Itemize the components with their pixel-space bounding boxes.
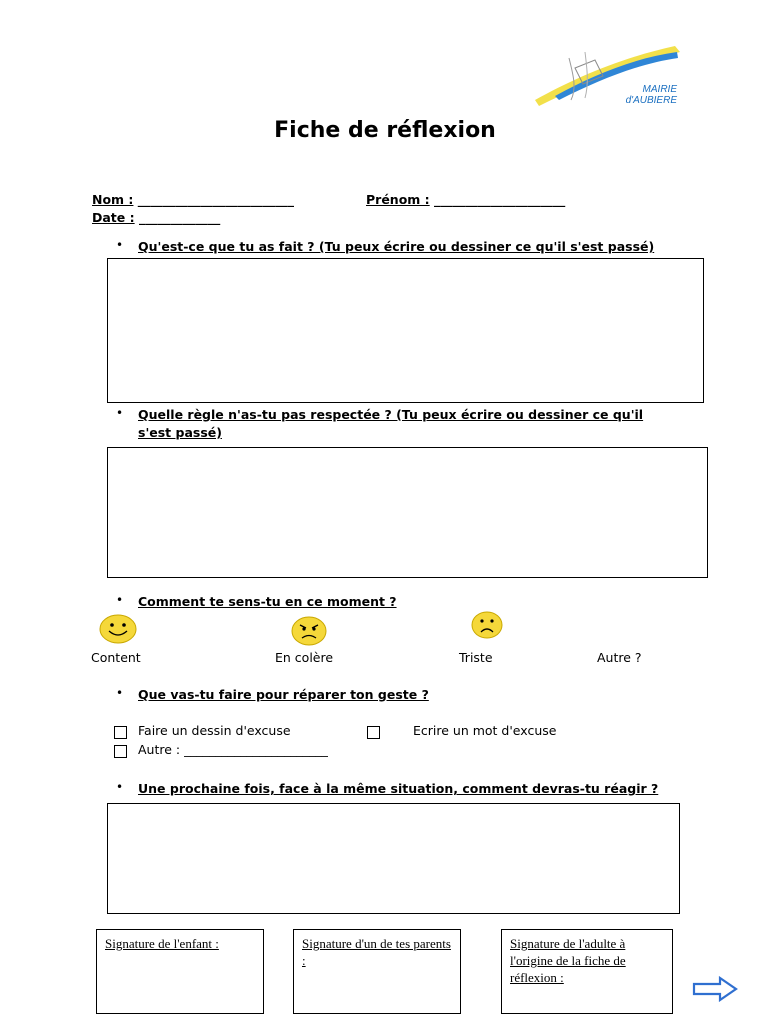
checkbox-autre[interactable] — [114, 745, 127, 758]
signature-adult-label: Signature de l'adulte à l'origine de la fiche de réflexion : — [510, 936, 626, 985]
prenom-line: _____________________ — [434, 192, 566, 207]
angry-face-icon[interactable] — [291, 615, 327, 647]
feeling-autre-label: Autre ? — [597, 650, 642, 665]
prenom-label: Prénom : — [366, 192, 430, 207]
question-5: Une prochaine fois, face à la même situation, comment devras-tu réagir ? — [138, 781, 659, 796]
logo-line-2: d'AUBIERE — [625, 95, 677, 106]
option-autre-label: Autre : _______________________ — [138, 742, 328, 757]
nom-field[interactable] — [92, 192, 294, 207]
date-label: Date : — [92, 210, 135, 225]
question-4: Que vas-tu faire pour réparer ton geste ? — [138, 687, 429, 702]
page-title: Fiche de réflexion — [274, 118, 496, 143]
bullet: • — [116, 406, 124, 420]
answer-box-2[interactable] — [107, 447, 708, 578]
feeling-triste-label: Triste — [459, 650, 493, 665]
bullet: • — [116, 593, 124, 607]
checkbox-dessin[interactable] — [114, 726, 127, 739]
answer-box-5[interactable] — [107, 803, 680, 914]
option-mot-label: Ecrire un mot d'excuse — [413, 723, 557, 738]
signature-child-label: Signature de l'enfant : — [105, 936, 219, 951]
bullet: • — [116, 238, 124, 252]
question-2-line-1: Quelle règle n'as-tu pas respectée ? (Tu peux écrire ou dessiner ce qu'il — [138, 407, 644, 422]
happy-face-icon[interactable] — [99, 613, 137, 645]
sad-face-icon[interactable] — [471, 610, 503, 640]
date-field[interactable] — [92, 210, 220, 225]
bullet: • — [116, 780, 124, 794]
bullet: • — [116, 686, 124, 700]
signature-child-box[interactable] — [96, 929, 264, 1014]
signature-parent-box[interactable] — [293, 929, 461, 1014]
question-3: Comment te sens-tu en ce moment ? — [138, 594, 397, 609]
answer-box-1[interactable] — [107, 258, 704, 403]
checkbox-mot[interactable] — [367, 726, 380, 739]
question-1: Qu'est-ce que tu as fait ? (Tu peux écrire ou dessiner ce qu'il s'est passé) — [138, 239, 655, 254]
nom-label: Nom : — [92, 192, 134, 207]
nom-line: _________________________ — [137, 192, 295, 207]
feeling-colere-label: En colère — [275, 650, 334, 665]
feeling-content-label: Content — [91, 650, 141, 665]
mairie-logo — [525, 38, 685, 110]
signature-parent-label: Signature d'un de tes parents : — [302, 936, 451, 968]
logo-line-1: MAIRIE — [642, 84, 677, 95]
signature-adult-box[interactable] — [501, 929, 673, 1014]
date-line: _____________ — [138, 210, 221, 225]
prenom-field[interactable] — [366, 192, 565, 207]
right-arrow-icon[interactable] — [692, 976, 738, 1002]
question-2-line-2: s'est passé) — [138, 425, 222, 440]
option-dessin-label: Faire un dessin d'excuse — [138, 723, 291, 738]
